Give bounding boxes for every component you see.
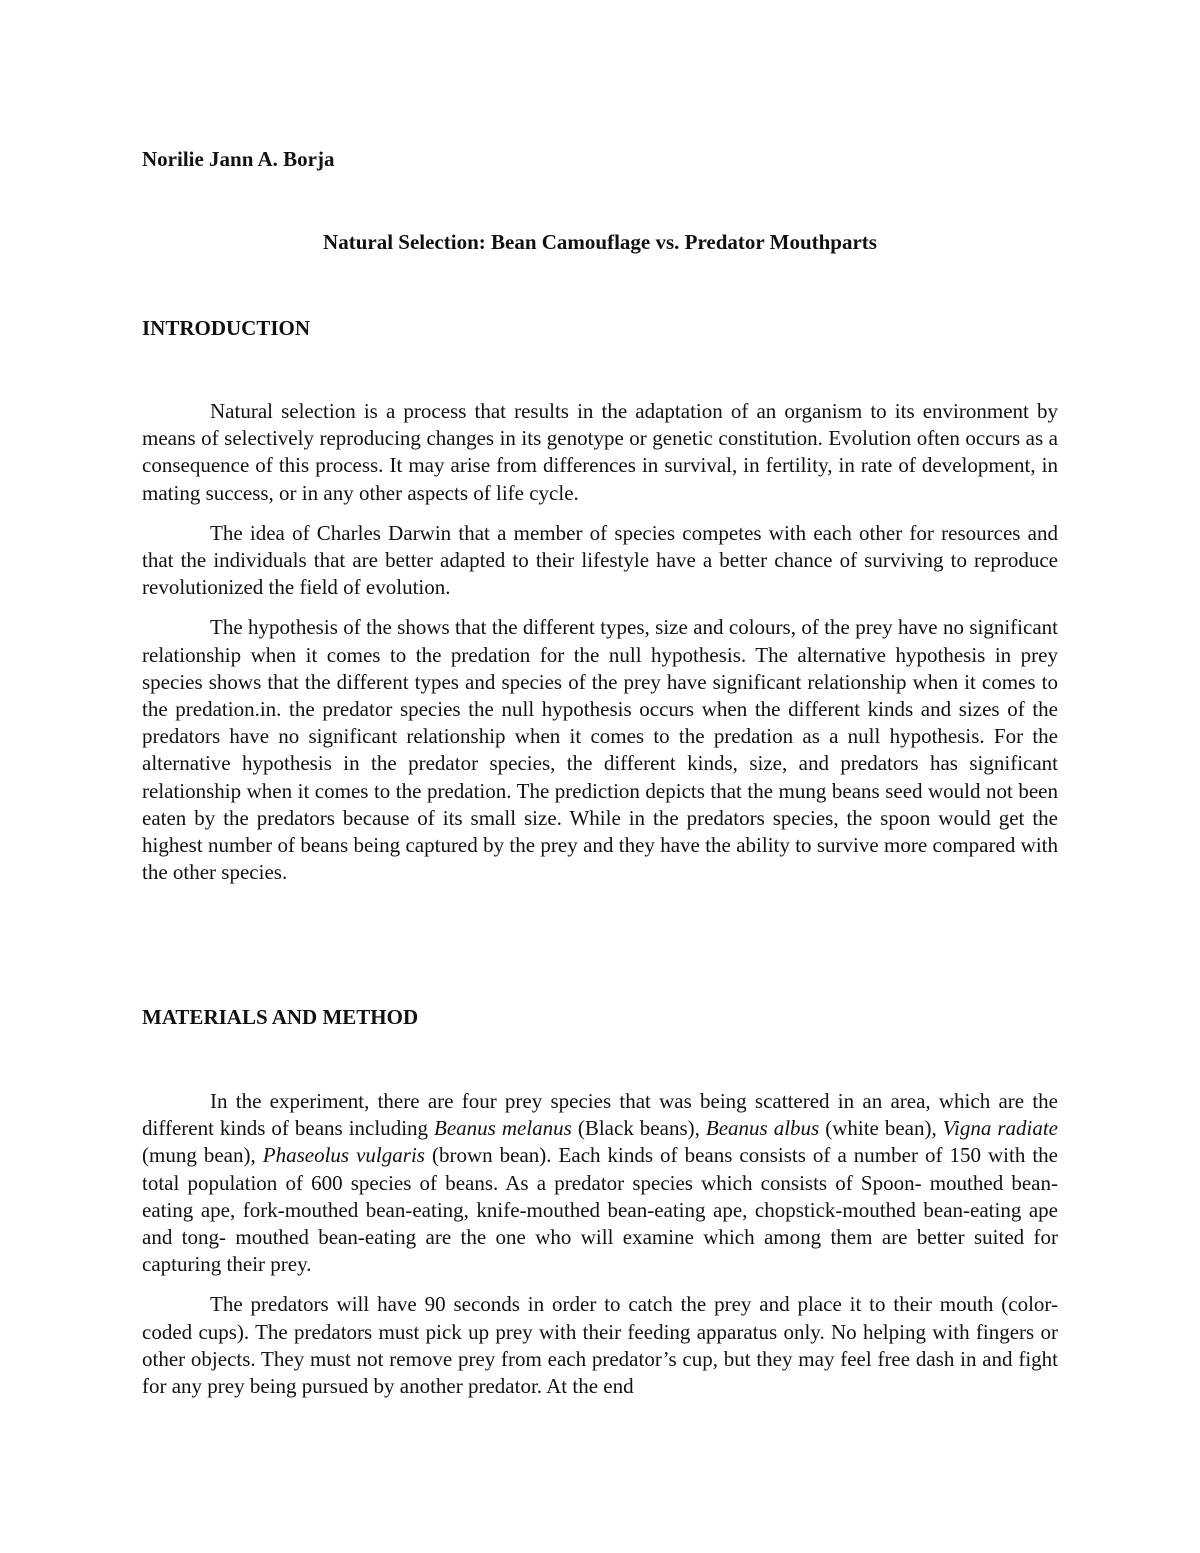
species-name: Beanus albus [705, 1116, 820, 1141]
methods-text: In the experiment, there are four prey species that was being scattered in an area, which are the different kinds of beans including [142, 1089, 1058, 1141]
introduction-heading: INTRODUCTION [142, 316, 311, 340]
materials-and-method-heading: MATERIALS AND METHOD [142, 1005, 419, 1029]
species-name: Vigna radiate [942, 1116, 1058, 1141]
methods-text: (brown bean). Each kinds of beans consists of a number of 150 with the total population of 600 species of beans. As a predator species which consists of Spoon- mouthed bean-eating ape, fork-mouthed bean-eating, knife-mouthed bean-eating ape, chopstick-mouthed bean-eating ape and tong- mouthed bean-eating are the one who will examine which among them are better suited for capturing their prey. [142, 1143, 1058, 1277]
methods-paragraph-2: The predators will have 90 seconds in order to catch the prey and place it to their mouth (color- coded cups). The predators must pick up prey with their feeding apparatus only. No helping with fingers or other objects. They must not remove prey from each predator’s cup, but they may feel free dash in and fight for any prey being pursued by another predator. At the end [142, 1292, 1058, 1399]
document-title: Natural Selection: Bean Camouflage vs. Predator Mouthparts [323, 230, 877, 254]
methods-paragraph-1 [142, 1088, 1058, 1278]
introduction-paragraph-1: Natural selection is a process that results in the adaptation of an organism to its environment by means of selectively reproducing changes in its genotype or genetic constitution. Evolution often occurs as a consequence of this process. It may arise from differences in survival, in fertility, in rate of development, in mating success, or in any other aspects of life cycle. [142, 399, 1058, 505]
methods-text: (mung bean), [142, 1143, 263, 1168]
methods-text: (Black beans), [571, 1116, 706, 1141]
species-name: Phaseolus vulgaris [262, 1143, 425, 1168]
introduction-body [142, 398, 1058, 899]
introduction-paragraph-3: The hypothesis of the shows that the different types, size and colours, of the prey have no significant relationship when it comes to the predation for the null hypothesis. The alternative hypothesis in prey species shows that the different types and species of the prey have significant relationship when it comes to the predation.in. the predator species the null hypothesis occurs when the different kinds and sizes of the predators have no significant relationship when it comes to the predation as a null hypothesis. For the alternative hypothesis in the predator species, the different kinds, size, and predators has significant relationship when it comes to the predation. The prediction depicts that the mung beans seed would not been eaten by the predators because of its small size. While in the predators species, the spoon would get the highest number of beans being captured by the prey and they have the ability to survive more compared with the other species. [142, 615, 1058, 885]
author-name: Norilie Jann A. Borja [142, 147, 335, 171]
methods-body [142, 1088, 1058, 1413]
introduction-paragraph-2: The idea of Charles Darwin that a member of species competes with each other for resources and that the individuals that are better adapted to their lifestyle have a better chance of surviving to reproduce revolutionized the field of evolution. [142, 520, 1058, 600]
methods-text: (white bean), [819, 1116, 943, 1141]
species-name: Beanus melanus [434, 1116, 572, 1141]
